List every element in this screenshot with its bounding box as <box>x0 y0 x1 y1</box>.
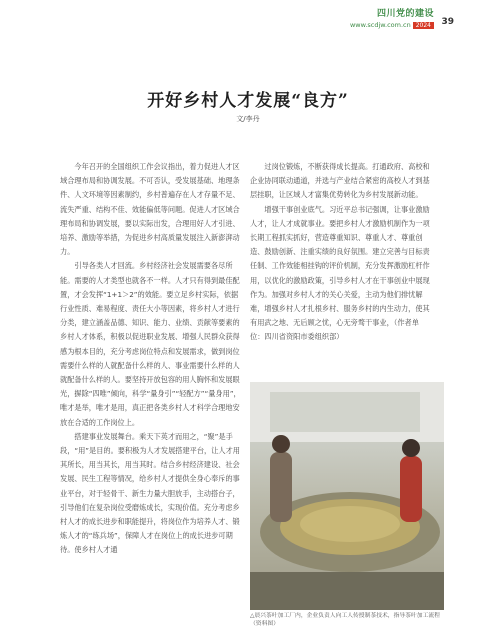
page-header <box>0 0 496 50</box>
photo-illustration <box>250 382 444 610</box>
article-byline: 文/李丹 <box>236 115 260 123</box>
magazine-name: 四川党的建设 <box>376 9 434 19</box>
page-number: 39 <box>441 17 454 27</box>
magazine-brand <box>350 6 434 29</box>
paragraph: 增强干事创业底气。习近平总书记强调，让事业激励人才，让人才成就事业。要把乡村人才激励机制作为一项长期工程抓实抓好，营造尊重知识、尊重人才、尊重创造、鼓励创新、注重实绩的良好氛围。建立完善与目标责任制、工作效能相挂钩的评价机制，充分发挥激励杠杆作用，以优化的激励政策，引导乡村人才在干事创业中展现作为。加强对乡村人才的关心关爱，主动为他们排忧解难，增强乡村人才扎根乡村、服务乡村的内生动力，使其有用武之地、无后顾之忧，心无旁骛干事业，（作者单位：四川省资阳市委组织部） <box>250 204 430 342</box>
article-title: 开好乡村人才发展“良方” <box>147 91 349 111</box>
paragraph: 过岗位锻炼，不断获得成长提高。打通政府、高校和企业协同联动通道，并选与产业结合紧密的高校人才到基层挂职，让区域人才富集优势转化为乡村发展新动能。 <box>250 162 430 200</box>
tea-factory-photo <box>250 382 444 610</box>
url-tag: 2024 <box>413 22 434 29</box>
url-text: www.scdjw.com.cn <box>349 21 411 29</box>
photo-caption: △晨兴茶叶加工厂内，企业负责人向工人传授制茶技术，指导茶叶加工流程（资料图） <box>250 613 440 627</box>
left-column <box>60 160 242 558</box>
paragraph: 引导各类人才回流。乡村经济社会发展需要各尽所能。需要的人才类型也就各不一样。人才只有得到最佳配置，才会发挥“1+1＞2”的效能。要立足乡村实际，依据行业性质、难易程度、责任大小等因素，将乡村人才进行分类，建立涵盖品德、知识、能力、业绩、贡献等要素的乡村人才体系，积极以促进职业发展、增强人民群众获得感为根本目的，充分考虑岗位特点和发展需求，做到岗位需要什么样的人就配备什么样的人、事业需要什么样的人就配备什么样的人。要坚持开放包容的用人胸怀和发展眼光，摒除“四唯”倾向，科学“量身引”“轻配方”“量身用”，唯才是举，唯才是用，真正把各类乡村人才科学合理地安放在合适的工作岗位上。 <box>60 261 241 427</box>
paragraph: 搭建事业发展舞台。乘天下英才而用之，“聚”是手段，“用”是目的。要积极为人才发展搭建平台，让人才用其所长，用当其长，用当其时。结合乡村经济建设、社会发展、民生工程等情况，给乡村人才提供全身心奉斥的事业平台，对于轻骨干、新生力量大胆放手，主动搭台子，引导他们在复杂岗位受磨炼成长，实现价值。充分考虑乡村人才的成长进步和职能提升，将岗位作为培养人才、锻炼人才的“练兵场”，保障人才在岗位上的成长进步可期待。使乡村人才通 <box>60 431 240 555</box>
magazine-url <box>350 21 434 29</box>
paragraph: 今年召开的全国组织工作会议指出，着力促进人才区域合理布局和协调发展。不可否认，受发展基础、地理条件、人文环境等因素制约，乡村普遍存在人才存量不足、流失严重、结构不佳、效能偏低等问题。促进人才区域合理布局和协调发展，要以实际出发，合理用好人才引进、培养、激励等举措，为促进乡村高质量发展注入新澎湃动力。 <box>60 162 240 257</box>
right-column <box>250 160 432 345</box>
